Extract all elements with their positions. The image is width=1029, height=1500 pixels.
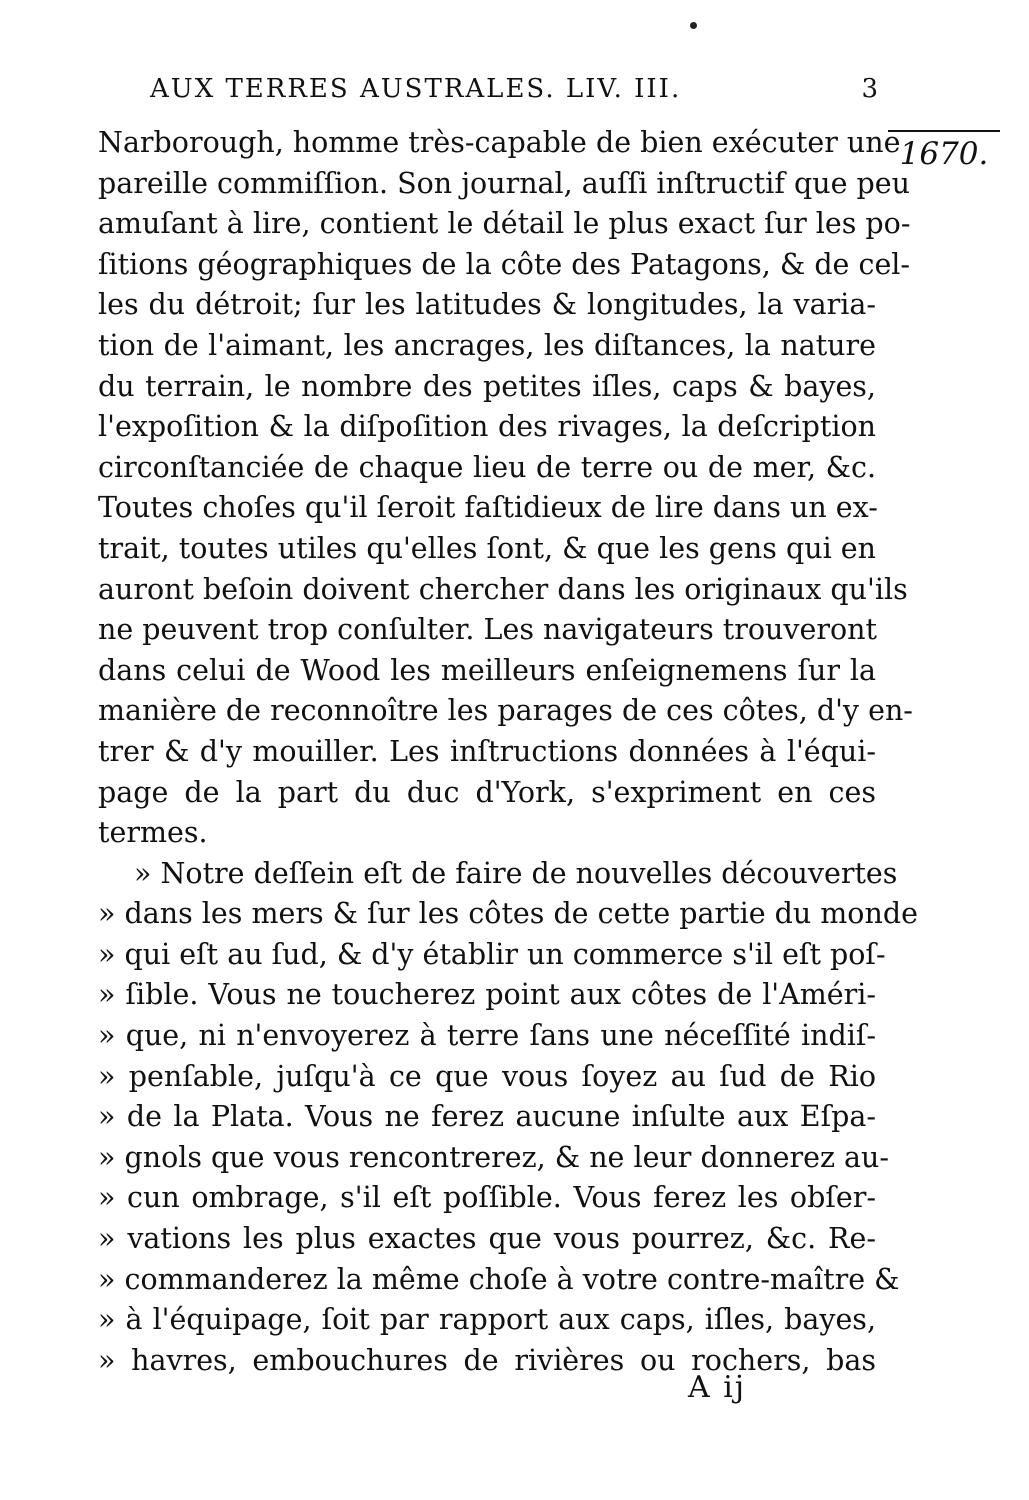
text-line: dans celui de Wood les meilleurs enſeignemens ſur la [98,653,876,687]
text-line: amuſant à lire, contient le détail le plus exact ſur les po- [98,207,911,241]
text-line: page de la part du duc d'York, s'expriment en ces [98,775,876,809]
quote-line: » gnols que vous rencontrerez, & ne leur donnerez au- [98,1140,890,1174]
text-line: trait, toutes utiles qu'elles ſont, & que les gens qui en [98,531,876,565]
text-line: l'expoſition & la diſpoſition des rivages, la deſcription [98,410,876,444]
running-head [150,74,880,108]
signature-mark: A ij [688,1370,747,1405]
running-title: AUX TERRES AUSTRALES. LIV. III. [150,74,682,104]
text-line: les du détroit; ſur les latitudes & longitudes, la varia- [98,288,876,322]
quote-line: » ſible. Vous ne toucherez point aux côtes de l'Améri- [98,978,876,1012]
quote-line: » dans les mers & ſur les côtes de cette partie du monde [98,897,918,931]
quote-line: » cun ombrage, s'il eſt poſſible. Vous ferez les obſer- [98,1181,876,1215]
body-text [98,123,918,1381]
page-number: 3 [861,74,880,104]
text-line: pareille commiſſion. Son journal, auſſi inſtructif que peu [98,166,910,200]
ink-spot [690,22,697,29]
quote-line: » havres, embouchures de rivières ou rochers, bas [98,1343,876,1377]
quote-line: » que, ni n'envoyerez à terre ſans une néceſſité indiſ- [98,1019,876,1053]
text-line: Toutes choſes qu'il ſeroit faſtidieux de lire dans un ex- [98,491,878,525]
quote-line: » Notre deſſein eſt de faire de nouvelles découvertes [134,856,898,890]
quote-line: » à l'équipage, ſoit par rapport aux caps, iſles, bayes, [98,1303,876,1337]
text-line: ne peuvent trop conſulter. Les navigateurs trouveront [98,613,877,647]
quote-line: » qui eſt au ſud, & d'y établir un commerce s'il eſt poſ- [98,937,886,971]
quote-line: » de la Plata. Vous ne ferez aucune inſulte aux Eſpa- [98,1100,876,1134]
quote-line: » penſable, juſqu'à ce que vous ſoyez au ſud de Rio [98,1059,876,1093]
text-line: manière de reconnoître les parages de ces côtes, d'y en- [98,694,913,728]
quote-line: » commanderez la même choſe à votre contre-maître & [98,1262,900,1296]
text-line: Narborough, homme très-capable de bien exécuter une [98,126,901,159]
text-line: ſitions géographiques de la côte des Patagons, & de cel- [98,247,911,281]
text-line: du terrain, le nombre des petites iſles, caps & bayes, [98,369,876,403]
text-line: trer & d'y mouiller. Les inſtructions données à l'équi- [98,734,876,768]
text-line: termes. [98,816,208,850]
text-line: circonſtanciée de chaque lieu de terre ou de mer, &c. [98,450,876,484]
quote-line: » vations les plus exactes que vous pourrez, &c. Re- [98,1222,876,1256]
text-line: auront beſoin doivent chercher dans les originaux qu'ils [98,572,908,606]
text-line: tion de l'aimant, les ancrages, les diſtances, la nature [98,328,876,362]
margin-year-note: 1670. [888,130,1000,172]
